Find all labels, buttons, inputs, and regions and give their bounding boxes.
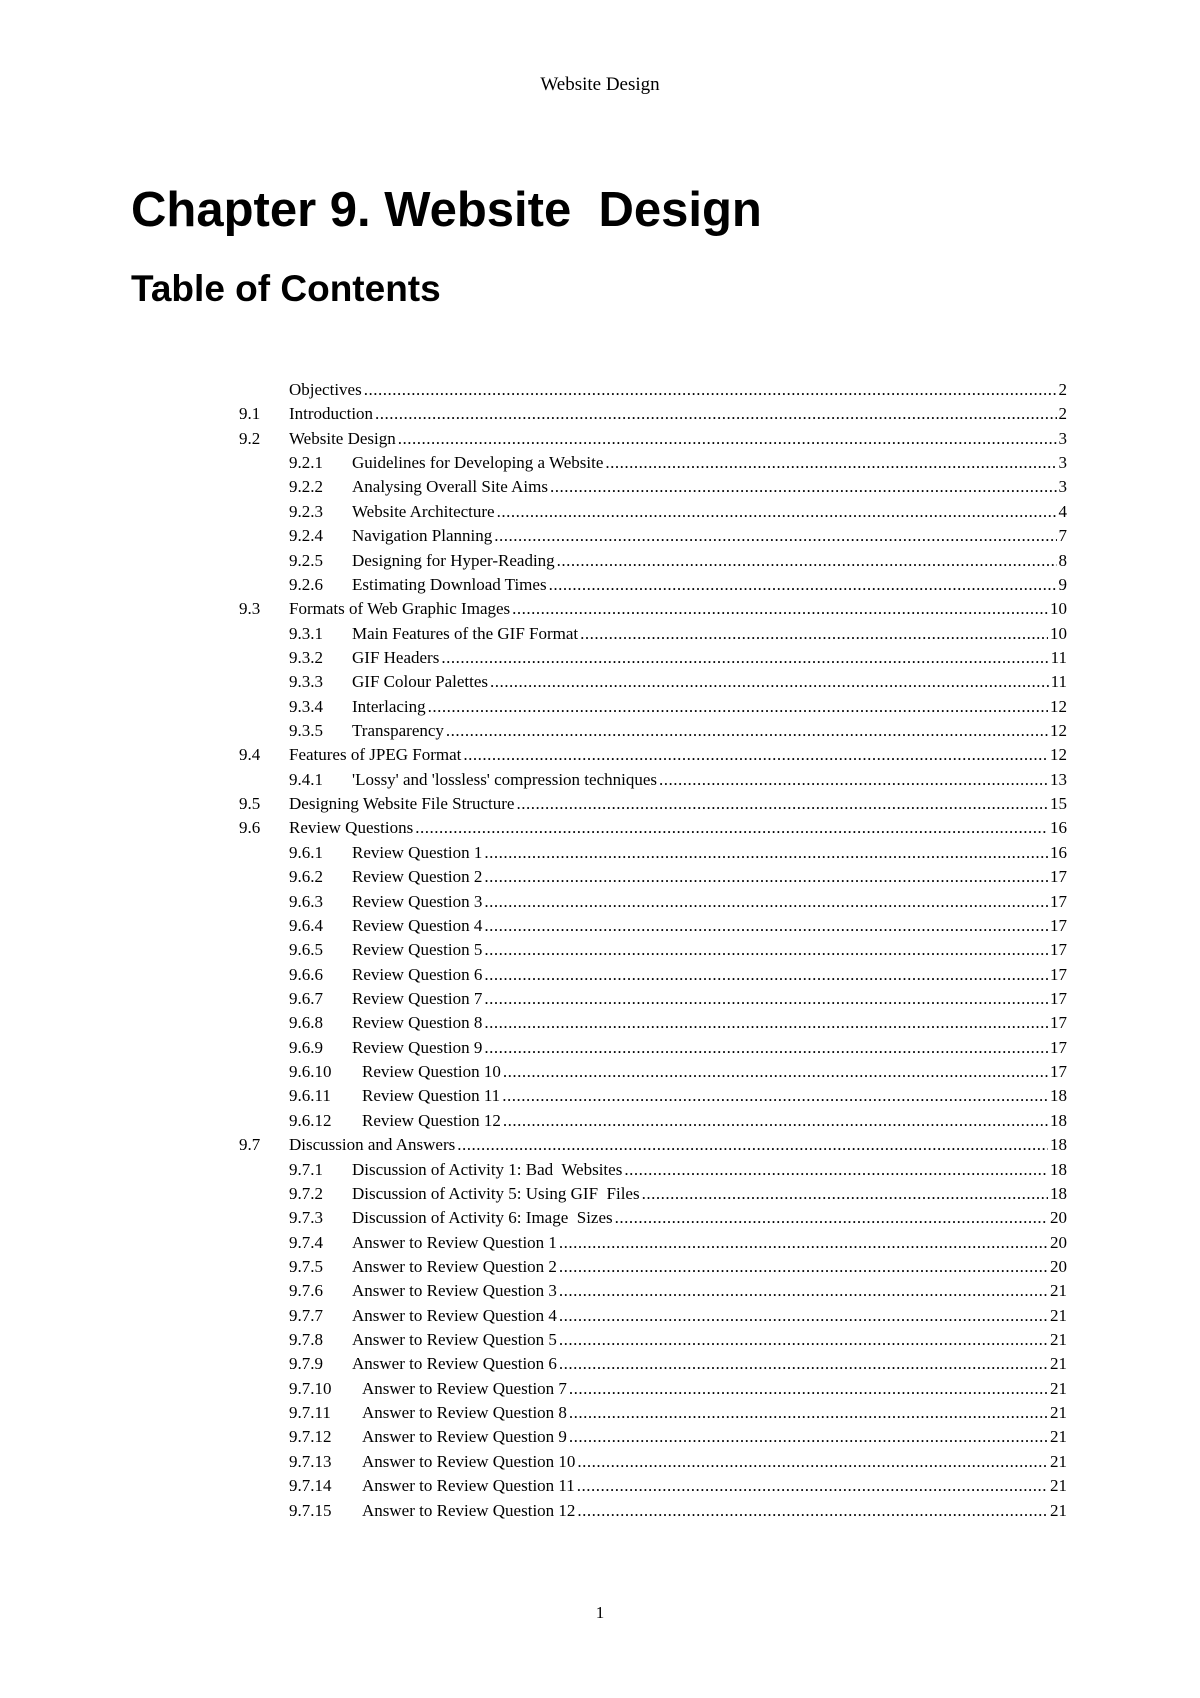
toc-entry-page: 3	[1058, 477, 1067, 497]
toc-entry-number: 9.7.9	[289, 1354, 323, 1374]
toc-entry-number: 9.6.10	[289, 1062, 332, 1082]
toc-entry-number: 9.2.5	[289, 550, 323, 570]
toc-entry-page: 21	[1050, 1281, 1067, 1301]
toc-dot-leader	[484, 987, 1048, 1011]
toc-entry-title: Estimating Download Times	[352, 574, 547, 594]
toc-dot-leader	[659, 768, 1048, 792]
toc-entry-page: 17	[1050, 867, 1067, 887]
toc-entry-page: 18	[1050, 1135, 1067, 1155]
toc-entry-title: Review Questions	[289, 818, 414, 838]
toc-entry[interactable]	[239, 670, 1067, 694]
toc-entry-page: 20	[1050, 1208, 1067, 1228]
toc-entry-number: 9.6.9	[289, 1037, 323, 1057]
toc-dot-leader	[559, 1279, 1048, 1303]
toc-entry-page: 21	[1050, 1476, 1067, 1496]
toc-entry-page: 18	[1050, 1159, 1067, 1179]
toc-entry[interactable]	[239, 1328, 1067, 1352]
toc-entry-page: 4	[1058, 501, 1067, 521]
toc-entry-number: 9.2	[239, 428, 261, 448]
toc-dot-leader	[484, 865, 1048, 889]
toc-entry-page: 17	[1050, 1013, 1067, 1033]
toc-entry-page: 12	[1050, 721, 1067, 741]
table-of-contents	[239, 378, 1067, 1523]
toc-entry-number: 9.4	[239, 745, 261, 765]
toc-entry-title: Features of JPEG Format	[289, 745, 462, 765]
toc-dot-leader	[484, 890, 1048, 914]
toc-entry-number: 9.6	[239, 818, 261, 838]
toc-dot-leader	[569, 1425, 1048, 1449]
toc-dot-leader	[503, 1060, 1048, 1084]
toc-dot-leader	[428, 695, 1048, 719]
toc-dot-leader	[559, 1304, 1048, 1328]
toc-dot-leader	[569, 1377, 1048, 1401]
toc-entry-title: Review Question 7	[352, 988, 483, 1008]
toc-dot-leader	[642, 1182, 1048, 1206]
toc-entry-page: 21	[1050, 1427, 1067, 1447]
toc-entry-title: Website Architecture	[352, 501, 495, 521]
toc-entry[interactable]	[239, 1109, 1067, 1133]
toc-entry[interactable]	[239, 1377, 1067, 1401]
toc-entry-number: 9.2.3	[289, 501, 323, 521]
toc-entry[interactable]	[239, 1499, 1067, 1523]
toc-entry-title: Navigation Planning	[352, 526, 493, 546]
toc-entry[interactable]	[239, 987, 1067, 1011]
toc-entry[interactable]	[239, 816, 1067, 840]
toc-entry-title: Answer to Review Question 9	[362, 1427, 567, 1447]
toc-entry[interactable]	[239, 1279, 1067, 1303]
toc-entry[interactable]	[239, 549, 1067, 573]
toc-entry-number: 9.7.2	[289, 1183, 323, 1203]
toc-entry-number: 9.7.8	[289, 1330, 323, 1350]
toc-dot-leader	[557, 549, 1057, 573]
toc-entry-title: Designing Website File Structure	[289, 794, 515, 814]
toc-dot-leader	[569, 1401, 1048, 1425]
toc-entry-title: Answer to Review Question 8	[362, 1403, 567, 1423]
toc-entry-title: Review Question 5	[352, 940, 483, 960]
toc-entry[interactable]	[239, 524, 1067, 548]
toc-entry-number: 9.7.5	[289, 1256, 323, 1276]
toc-entry-page: 21	[1050, 1354, 1067, 1374]
toc-entry-number: 9.4.1	[289, 769, 323, 789]
toc-dot-leader	[364, 378, 1057, 402]
toc-entry-number: 9.6.7	[289, 988, 323, 1008]
toc-entry-number: 9.6.3	[289, 891, 323, 911]
toc-dot-leader	[494, 524, 1056, 548]
toc-entry-number: 9.6.6	[289, 964, 323, 984]
toc-entry-number: 9.3.5	[289, 721, 323, 741]
toc-entry-number: 9.3	[239, 599, 261, 619]
toc-entry-page: 2	[1058, 380, 1067, 399]
toc-entry-page: 9	[1058, 574, 1067, 594]
toc-entry-page: 21	[1050, 1305, 1067, 1325]
toc-entry-title: Answer to Review Question 12	[362, 1500, 576, 1520]
toc-entry-number: 9.7.6	[289, 1281, 323, 1301]
toc-dot-leader	[577, 1474, 1048, 1498]
toc-entry-number: 9.6.1	[289, 842, 323, 862]
toc-dot-leader	[605, 451, 1056, 475]
toc-entry-title: Analysing Overall Site Aims	[352, 477, 548, 497]
toc-entry-title: Discussion and Answers	[289, 1135, 456, 1155]
toc-entry-number: 9.7.1	[289, 1159, 323, 1179]
toc-entry-page: 20	[1050, 1256, 1067, 1276]
toc-entry[interactable]	[239, 719, 1067, 743]
toc-entry-number: 9.1	[239, 404, 261, 424]
toc-entry[interactable]	[239, 378, 1067, 402]
toc-entry-page: 17	[1050, 988, 1067, 1008]
toc-entry-number: 9.2.2	[289, 477, 323, 497]
toc-entry-number: 9.6.4	[289, 915, 323, 935]
toc-entry[interactable]	[239, 427, 1067, 451]
toc-entry-title: Guidelines for Developing a Website	[352, 453, 604, 473]
toc-entry-title: Interlacing	[352, 696, 426, 716]
toc-entry-title: Answer to Review Question 4	[352, 1305, 557, 1325]
toc-entry-page: 11	[1050, 672, 1067, 692]
toc-entry[interactable]	[239, 573, 1067, 597]
toc-entry-number: 9.3.2	[289, 647, 323, 667]
toc-entry-page: 16	[1050, 842, 1067, 862]
toc-dot-leader	[577, 1450, 1048, 1474]
toc-dot-leader	[559, 1352, 1048, 1376]
toc-dot-leader	[484, 1036, 1048, 1060]
toc-dot-leader	[497, 500, 1057, 524]
toc-entry-title: Answer to Review Question 11	[362, 1476, 575, 1496]
toc-entry-title: Answer to Review Question 6	[352, 1354, 557, 1374]
toc-dot-leader	[624, 1158, 1048, 1182]
toc-entry-page: 17	[1050, 891, 1067, 911]
toc-entry-page: 16	[1050, 818, 1067, 838]
toc-entry[interactable]	[239, 1352, 1067, 1376]
toc-entry-title: Introduction	[289, 404, 374, 424]
toc-entry-title: Review Question 6	[352, 964, 483, 984]
toc-dot-leader	[512, 597, 1048, 621]
toc-entry[interactable]	[239, 1182, 1067, 1206]
toc-entry-number: 9.7.7	[289, 1305, 323, 1325]
toc-entry-page: 15	[1050, 794, 1067, 814]
toc-entry-number: 9.2.6	[289, 574, 323, 594]
toc-entry-number: 9.3.3	[289, 672, 323, 692]
toc-entry-number: 9.6.5	[289, 940, 323, 960]
toc-entry-number: 9.6.12	[289, 1110, 332, 1130]
toc-entry-title: Website Design	[289, 428, 396, 448]
toc-dot-leader	[441, 646, 1048, 670]
toc-entry-title: Answer to Review Question 10	[362, 1451, 576, 1471]
toc-dot-leader	[503, 1109, 1048, 1133]
toc-dot-leader	[559, 1328, 1048, 1352]
toc-entry[interactable]	[239, 597, 1067, 621]
chapter-title: Chapter 9. Website Design	[131, 183, 762, 237]
toc-entry-page: 21	[1050, 1403, 1067, 1423]
toc-dot-leader	[615, 1206, 1048, 1230]
toc-entry[interactable]	[239, 1231, 1067, 1255]
toc-entry-page: 13	[1050, 769, 1067, 789]
toc-entry-title: Review Question 9	[352, 1037, 483, 1057]
toc-entry-number: 9.7.14	[289, 1476, 332, 1496]
toc-entry[interactable]	[239, 743, 1067, 767]
toc-entry[interactable]	[239, 646, 1067, 670]
toc-entry-title: Review Question 11	[362, 1086, 501, 1106]
toc-dot-leader	[550, 475, 1057, 499]
toc-entry[interactable]	[239, 622, 1067, 646]
toc-entry[interactable]	[239, 1084, 1067, 1108]
toc-entry[interactable]	[239, 914, 1067, 938]
toc-entry[interactable]	[239, 792, 1067, 816]
toc-entry-page: 21	[1050, 1330, 1067, 1350]
toc-dot-leader	[446, 719, 1048, 743]
toc-entry[interactable]	[239, 1206, 1067, 1230]
toc-entry-title: Discussion of Activity 5: Using GIF Files	[352, 1183, 640, 1203]
toc-entry[interactable]	[239, 938, 1067, 962]
toc-entry-page: 17	[1050, 940, 1067, 960]
toc-entry-page: 8	[1058, 550, 1067, 570]
toc-entry-title: Transparency	[352, 721, 444, 741]
toc-entry-page: 17	[1050, 1037, 1067, 1057]
toc-entry[interactable]	[239, 1036, 1067, 1060]
toc-entry[interactable]	[239, 1401, 1067, 1425]
toc-entry-number: 9.7.10	[289, 1378, 332, 1398]
toc-dot-leader	[415, 816, 1048, 840]
toc-entry-page: 20	[1050, 1232, 1067, 1252]
toc-dot-leader	[484, 1011, 1048, 1035]
toc-dot-leader	[577, 1499, 1048, 1523]
toc-entry-title: Formats of Web Graphic Images	[289, 599, 511, 619]
toc-entry-title: Answer to Review Question 7	[362, 1378, 567, 1398]
toc-entry-title: Answer to Review Question 3	[352, 1281, 557, 1301]
toc-dot-leader	[484, 938, 1048, 962]
toc-entry-page: 12	[1050, 745, 1067, 765]
toc-entry[interactable]	[239, 1304, 1067, 1328]
toc-entry-page: 21	[1050, 1378, 1067, 1398]
toc-entry-title: Answer to Review Question 1	[352, 1232, 557, 1252]
toc-entry-title: Review Question 4	[352, 915, 483, 935]
toc-entry-title: 'Lossy' and 'lossless' compression techniques	[352, 769, 657, 789]
toc-entry[interactable]	[239, 841, 1067, 865]
toc-entry-number: 9.6.11	[289, 1086, 331, 1106]
toc-entry[interactable]	[239, 1158, 1067, 1182]
toc-entry-title: Review Question 10	[362, 1062, 501, 1082]
toc-dot-leader	[549, 573, 1057, 597]
toc-entry-number: 9.7.12	[289, 1427, 332, 1447]
toc-entry-number: 9.2.1	[289, 453, 323, 473]
toc-dot-leader	[484, 914, 1048, 938]
toc-entry-title: Objectives	[289, 380, 362, 399]
toc-dot-leader	[484, 963, 1048, 987]
toc-dot-leader	[502, 1084, 1048, 1108]
toc-entry-page: 17	[1050, 1062, 1067, 1082]
toc-entry[interactable]	[239, 768, 1067, 792]
running-header: Website Design	[540, 74, 660, 95]
toc-entry[interactable]	[239, 1474, 1067, 1498]
toc-entry-page: 7	[1058, 526, 1067, 546]
toc-entry-title: Review Question 8	[352, 1013, 483, 1033]
toc-entry-page: 17	[1050, 915, 1067, 935]
toc-entry-page: 3	[1058, 453, 1067, 473]
toc-entry-title: GIF Colour Palettes	[352, 672, 488, 692]
toc-entry-page: 2	[1058, 404, 1067, 424]
toc-entry-title: Review Question 1	[352, 842, 483, 862]
toc-entry[interactable]	[239, 695, 1067, 719]
toc-entry-number: 9.6.2	[289, 867, 323, 887]
toc-entry-title: Review Question 2	[352, 867, 483, 887]
toc-entry-page: 12	[1050, 696, 1067, 716]
page-number: 1	[595, 1603, 605, 1622]
toc-entry-title: Main Features of the GIF Format	[352, 623, 579, 643]
toc-dot-leader	[559, 1231, 1048, 1255]
toc-entry[interactable]	[239, 1011, 1067, 1035]
toc-dot-leader	[490, 670, 1049, 694]
toc-entry[interactable]	[239, 890, 1067, 914]
toc-entry-title: Answer to Review Question 2	[352, 1256, 557, 1276]
toc-entry[interactable]	[239, 1450, 1067, 1474]
toc-dot-leader	[398, 427, 1057, 451]
toc-entry-page: 18	[1050, 1183, 1067, 1203]
toc-entry-title: Discussion of Activity 1: Bad Websites	[352, 1159, 623, 1179]
toc-entry-number: 9.7.11	[289, 1403, 331, 1423]
toc-entry[interactable]	[239, 451, 1067, 475]
toc-entry-page: 21	[1050, 1500, 1067, 1520]
toc-entry-page: 11	[1050, 647, 1067, 667]
toc-dot-leader	[580, 622, 1048, 646]
toc-entry-title: Review Question 3	[352, 891, 483, 911]
toc-entry-number: 9.3.1	[289, 623, 323, 643]
toc-entry[interactable]	[239, 500, 1067, 524]
toc-entry[interactable]	[239, 1255, 1067, 1279]
toc-entry[interactable]	[239, 475, 1067, 499]
toc-entry[interactable]	[239, 1425, 1067, 1449]
toc-entry-page: 21	[1050, 1451, 1067, 1471]
toc-entry-page: 10	[1050, 623, 1067, 643]
toc-dot-leader	[516, 792, 1048, 816]
toc-dot-leader	[375, 402, 1056, 426]
toc-entry-page: 10	[1050, 599, 1067, 619]
toc-entry-title: Review Question 12	[362, 1110, 501, 1130]
toc-entry-title: GIF Headers	[352, 647, 440, 667]
toc-entry-title: Designing for Hyper-Reading	[352, 550, 555, 570]
toc-dot-leader	[484, 841, 1048, 865]
toc-entry-page: 3	[1058, 428, 1067, 448]
toc-entry-page: 18	[1050, 1086, 1067, 1106]
toc-entry-number: 9.7.13	[289, 1451, 332, 1471]
toc-entry[interactable]	[239, 1060, 1067, 1084]
toc-heading: Table of Contents	[131, 268, 441, 309]
toc-dot-leader	[463, 743, 1048, 767]
toc-entry-page: 18	[1050, 1110, 1067, 1130]
toc-entry-page: 17	[1050, 964, 1067, 984]
toc-entry[interactable]	[239, 963, 1067, 987]
toc-entry-number: 9.7.15	[289, 1500, 332, 1520]
toc-entry-number: 9.2.4	[289, 526, 323, 546]
toc-entry-number: 9.6.8	[289, 1013, 323, 1033]
toc-entry[interactable]	[239, 865, 1067, 889]
toc-entry-number: 9.7.4	[289, 1232, 323, 1252]
toc-entry-number: 9.7.3	[289, 1208, 323, 1228]
toc-entry-title: Discussion of Activity 6: Image Sizes	[352, 1208, 613, 1228]
toc-entry-title: Answer to Review Question 5	[352, 1330, 557, 1350]
toc-dot-leader	[559, 1255, 1048, 1279]
toc-entry[interactable]	[239, 402, 1067, 426]
toc-dot-leader	[457, 1133, 1048, 1157]
toc-entry-number: 9.5	[239, 794, 261, 814]
toc-entry-number: 9.3.4	[289, 696, 323, 716]
toc-entry[interactable]	[239, 1133, 1067, 1157]
toc-entry-number: 9.7	[239, 1135, 261, 1155]
